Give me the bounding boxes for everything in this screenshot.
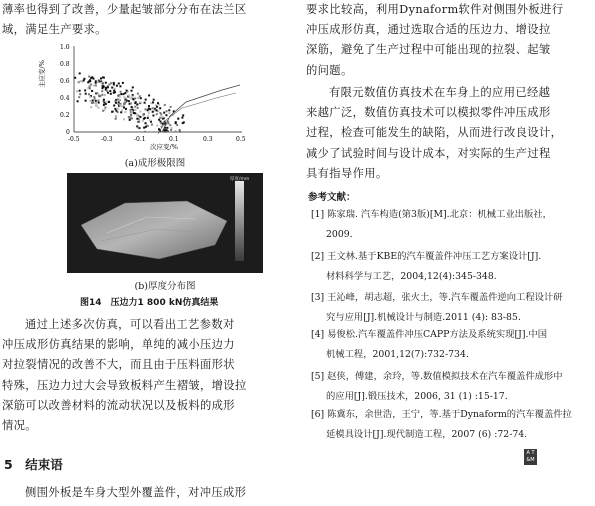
- strain-point: [171, 127, 173, 129]
- strain-point: [136, 118, 138, 120]
- text-line: 要求比较高，利用Dynaform软件对侧围外板进行: [306, 3, 564, 16]
- strain-point: [152, 111, 154, 113]
- strain-point: [136, 113, 138, 115]
- reference-line: [1] 陈家瑞. 汽车构造(第3版)[M].北京：机械工业出版社，: [311, 209, 552, 220]
- strain-point: [90, 84, 92, 86]
- strain-point: [123, 107, 125, 109]
- strain-point: [139, 116, 141, 118]
- strain-point: [120, 91, 122, 93]
- strain-point: [148, 112, 150, 114]
- x-tick-label: 0.5: [236, 136, 246, 143]
- left-conclusion-paragraph: [2, 315, 286, 436]
- strain-point: [96, 92, 98, 94]
- text-line: 过程，检查可能发生的缺陷，从而进行改良设计，: [306, 126, 563, 140]
- strain-point: [145, 108, 147, 110]
- strain-point: [147, 117, 149, 119]
- strain-point: [123, 96, 125, 98]
- strain-point: [103, 104, 105, 106]
- x-tick-label: -0.1: [134, 136, 146, 143]
- strain-point: [101, 82, 103, 84]
- strain-point: [95, 100, 97, 102]
- strain-point: [156, 110, 158, 112]
- strain-point: [135, 101, 137, 103]
- text-line: 对拉裂情况的改善不大，而且由于压料面形状: [2, 358, 235, 372]
- strain-point: [148, 105, 150, 107]
- strain-point: [143, 113, 145, 115]
- strain-point: [93, 96, 95, 98]
- text-line: 薄率也得到了改善，少量起皱部分分布在法兰区: [2, 3, 247, 16]
- strain-point: [114, 108, 116, 110]
- strain-point: [147, 115, 149, 117]
- text-line: 具有指导作用。: [306, 166, 388, 180]
- strain-point: [85, 100, 87, 102]
- strain-point: [143, 127, 145, 129]
- strain-point: [113, 82, 115, 84]
- strain-point: [78, 96, 80, 98]
- strain-point: [170, 129, 172, 131]
- strain-point: [89, 86, 91, 88]
- strain-point: [160, 122, 162, 124]
- strain-point: [145, 122, 147, 124]
- strain-point: [107, 86, 109, 88]
- strain-point: [170, 106, 172, 108]
- strain-point: [89, 79, 91, 81]
- strain-point: [132, 98, 134, 100]
- strain-point: [131, 106, 133, 108]
- strain-point: [183, 121, 185, 123]
- journal-logo: [524, 449, 537, 465]
- strain-point: [83, 78, 85, 80]
- strain-point: [166, 127, 168, 129]
- logo-text: A T: [526, 450, 535, 456]
- section-title: 5 结束语: [4, 457, 63, 472]
- strain-point: [148, 94, 150, 96]
- strain-point: [102, 86, 104, 88]
- strain-point: [76, 90, 78, 92]
- left-last-paragraph: [2, 483, 286, 503]
- strain-point: [162, 116, 164, 118]
- strain-point: [111, 111, 113, 113]
- x-axis-label: 次应变/%: [150, 143, 178, 151]
- strain-point: [175, 122, 177, 124]
- strain-point: [83, 80, 85, 82]
- strain-point: [130, 103, 132, 105]
- strain-point: [115, 102, 117, 104]
- reference-line: 究与应用[J].机械设计与制造.2011 (4): 83-85.: [326, 312, 521, 324]
- reference-line: 的应用[J].锻压技术，2006, 31 (1) :15-17.: [326, 391, 508, 403]
- strain-point: [131, 110, 133, 112]
- strain-point: [118, 83, 120, 85]
- caption-a: (a)成形极限图: [124, 158, 186, 169]
- strain-point: [134, 109, 136, 111]
- strain-point: [100, 78, 102, 80]
- strain-point: [113, 92, 115, 94]
- strain-point: [105, 82, 107, 84]
- strain-point: [119, 104, 121, 106]
- strain-point: [84, 89, 86, 91]
- strain-point: [116, 85, 118, 87]
- strain-point: [103, 102, 105, 104]
- strain-point: [164, 129, 166, 131]
- thickness-plot: [67, 173, 263, 273]
- reference-item: [311, 325, 547, 365]
- strain-point: [140, 97, 142, 99]
- text-line: 有限元数值仿真技术在车身上的应用已经越: [329, 86, 551, 99]
- strain-point: [156, 113, 158, 115]
- strain-point: [79, 90, 81, 92]
- y-axis-label: 主应变/%: [38, 60, 46, 88]
- strain-point: [132, 86, 134, 88]
- strain-point: [159, 107, 161, 109]
- strain-point: [95, 82, 97, 84]
- strain-point: [115, 118, 117, 120]
- y-tick-label: 0.8: [60, 61, 70, 68]
- strain-point: [134, 98, 136, 100]
- strain-point: [139, 95, 141, 97]
- strain-point: [157, 102, 159, 104]
- reference-line: 材料科学与工艺，2004,12(4):345-348.: [326, 271, 497, 283]
- strain-point: [123, 103, 125, 105]
- strain-point: [156, 106, 158, 108]
- strain-point: [136, 104, 138, 106]
- strain-point: [137, 127, 139, 129]
- strain-point: [128, 116, 130, 118]
- x-tick-label: -0.5: [68, 136, 80, 143]
- strain-point: [110, 93, 112, 95]
- strain-point: [158, 119, 160, 121]
- reference-line: 延模具设计[J].现代制造工程，2007 (6) :72-74.: [326, 429, 528, 441]
- logo-text: &M: [526, 457, 535, 463]
- strain-point: [133, 112, 135, 114]
- strain-point: [128, 95, 130, 97]
- reference-item: [311, 205, 552, 245]
- left-top-paragraph: [2, 0, 286, 40]
- reference-line: 机械工程，2001,12(7):732-734.: [326, 349, 469, 361]
- strain-point: [149, 119, 151, 121]
- strain-point: [142, 120, 144, 122]
- strain-point: [144, 117, 146, 119]
- right-second-paragraph: [306, 83, 590, 184]
- forming-limit-diagram: [38, 38, 262, 151]
- strain-point: [110, 82, 112, 84]
- text-line: 深筋，避免了生产过程中可能出现的拉裂、起皱: [306, 43, 551, 57]
- strain-point: [168, 112, 170, 114]
- reference-item: [311, 247, 541, 287]
- text-line: 减少了试验时间与设计成本，对实际的生产过程: [306, 146, 551, 160]
- strain-point: [123, 93, 125, 95]
- figure-title: 图14 压边力1 800 kN仿真结果: [80, 298, 219, 308]
- strain-point: [79, 93, 81, 95]
- strain-point: [104, 107, 106, 109]
- strain-point: [117, 98, 119, 100]
- reference-line: [2] 王文林.基于KBE的汽车覆盖件冲压工艺方案设计[J].: [311, 251, 542, 262]
- strain-point: [152, 101, 154, 103]
- strain-point: [89, 88, 91, 90]
- references-title: 参考文献：: [308, 192, 356, 203]
- strain-point: [131, 117, 133, 119]
- text-line: 情况。: [2, 418, 37, 432]
- sheet-metal-part: [81, 201, 227, 259]
- strain-point: [138, 121, 140, 123]
- strain-point: [156, 125, 158, 127]
- strain-point: [79, 72, 81, 74]
- strain-point: [137, 93, 139, 95]
- strain-point: [147, 109, 149, 111]
- strain-point: [149, 108, 151, 110]
- reference-item: [311, 367, 563, 407]
- strain-point: [130, 115, 132, 117]
- strain-point: [115, 110, 117, 112]
- strain-point: [85, 93, 87, 95]
- strain-point: [139, 111, 141, 113]
- strain-point: [88, 93, 90, 95]
- text-line: 深筋可以改善材料的流动状况以及板料的成形: [2, 398, 235, 412]
- strain-point: [97, 100, 99, 102]
- strain-point: [163, 112, 165, 114]
- strain-point: [103, 99, 105, 101]
- strain-point: [157, 110, 159, 112]
- strain-point: [181, 117, 183, 119]
- text-line: 通过上述多次仿真，可以看出工艺参数对: [25, 318, 235, 331]
- y-tick-label: 0.2: [60, 112, 70, 119]
- strain-point: [104, 94, 106, 96]
- strain-point: [165, 114, 167, 116]
- strain-point: [88, 76, 90, 78]
- strain-point: [108, 101, 110, 103]
- strain-point: [91, 76, 93, 78]
- strain-point: [96, 104, 98, 106]
- strain-point: [147, 125, 149, 127]
- strain-point: [111, 87, 113, 89]
- strain-point: [164, 104, 166, 106]
- strain-point: [122, 82, 124, 84]
- strain-point: [97, 81, 99, 83]
- strain-point: [145, 99, 147, 101]
- strain-point: [166, 110, 168, 112]
- strain-point: [105, 87, 107, 89]
- strain-point: [151, 124, 153, 126]
- strain-point: [101, 90, 103, 92]
- strain-point: [90, 106, 92, 108]
- reference-line: [3] 王沁峰，胡志超，张火土，等.汽车覆盖件逆向工程设计研: [311, 292, 563, 303]
- text-line: 侧围外板是车身大型外覆盖件，对冲压成形: [25, 486, 247, 499]
- strain-point: [177, 118, 179, 120]
- text-line: 来越广泛，数值仿真技术可以模拟零件冲压成形: [306, 106, 551, 120]
- text-line: 冲压成形仿真，通过选取合适的压边力、增设拉: [306, 23, 551, 37]
- right-top-paragraph: [306, 0, 590, 81]
- y-tick-label: 0: [66, 129, 70, 136]
- strain-point: [115, 115, 117, 117]
- strain-point: [95, 85, 97, 87]
- strain-point: [108, 84, 110, 86]
- strain-point: [79, 80, 81, 82]
- strain-point: [182, 114, 184, 116]
- caption-b: (b)厚度分布图: [134, 281, 196, 292]
- strain-point: [95, 102, 97, 104]
- strain-point: [179, 129, 181, 131]
- strain-point: [90, 100, 92, 102]
- strain-point: [153, 99, 155, 101]
- reference-line: [6] 陈冀东，余世浩，王宁，等.基于Dynaform的汽车覆盖件拉: [311, 409, 572, 420]
- strain-point: [176, 124, 178, 126]
- x-tick-label: -0.3: [101, 136, 113, 143]
- strain-point: [131, 90, 133, 92]
- strain-point: [134, 106, 136, 108]
- strain-point: [93, 84, 95, 86]
- strain-point: [144, 102, 146, 104]
- reference-line: 2009.: [326, 229, 353, 241]
- strain-point: [74, 77, 76, 79]
- strain-point: [109, 90, 111, 92]
- strain-point: [159, 117, 161, 119]
- strain-point: [113, 105, 115, 107]
- x-tick-label: 0.3: [203, 136, 213, 143]
- strain-point: [107, 92, 109, 94]
- strain-point: [102, 76, 104, 78]
- strain-point: [120, 93, 122, 95]
- strain-point: [137, 107, 139, 109]
- strain-point: [124, 92, 126, 94]
- text-line: 域，满足生产要求。: [2, 23, 107, 37]
- strain-point: [97, 107, 99, 109]
- strain-point: [121, 110, 123, 112]
- strain-point: [132, 96, 134, 98]
- strain-point: [117, 108, 119, 110]
- strain-point: [124, 111, 126, 113]
- strain-point: [113, 90, 115, 92]
- strain-point: [92, 102, 94, 104]
- strain-point: [77, 100, 79, 102]
- strain-point: [99, 95, 101, 97]
- strain-point: [140, 101, 142, 103]
- reference-item: [311, 288, 563, 328]
- strain-point: [117, 103, 119, 105]
- strain-point: [78, 81, 80, 83]
- strain-point: [106, 90, 108, 92]
- strain-point: [124, 101, 126, 103]
- reference-line: [4] 易俊松.汽车覆盖件冲压CAPP方法及系统实现[J].中国: [311, 329, 547, 340]
- forming-limit-curve: [162, 85, 240, 132]
- strain-point: [114, 88, 116, 90]
- strain-point: [89, 96, 91, 98]
- strain-point: [91, 90, 93, 92]
- y-tick-label: 0.6: [60, 78, 70, 85]
- reference-item: [311, 405, 572, 445]
- strain-point: [87, 81, 89, 83]
- strain-point: [152, 107, 154, 109]
- strain-point: [145, 126, 147, 128]
- strain-point: [166, 129, 168, 131]
- y-tick-label: 0.4: [60, 95, 70, 102]
- strain-point: [123, 118, 125, 120]
- strain-point: [130, 97, 132, 99]
- strain-point: [102, 110, 104, 112]
- strain-point: [98, 102, 100, 104]
- x-tick-label: 0.1: [169, 136, 179, 143]
- strain-point: [168, 109, 170, 111]
- strain-point: [152, 115, 154, 117]
- legend-title: 厚度/mm: [230, 177, 250, 182]
- strain-point: [126, 100, 128, 102]
- strain-point: [119, 85, 121, 87]
- strain-point: [101, 94, 103, 96]
- text-line: 冲压成形仿真结果的影响，单纯的减小压边力: [2, 338, 235, 352]
- text-line: 特殊，压边力过大会导致板料产生褶皱，增设拉: [2, 378, 247, 392]
- strain-point: [92, 100, 94, 102]
- strain-point: [126, 90, 128, 92]
- strain-point: [160, 113, 162, 115]
- strain-point: [131, 113, 133, 115]
- strain-point: [137, 97, 139, 99]
- reference-line: [5] 赵侠，傅建，余玲，等.数值模拟技术在汽车覆盖件成形中: [311, 371, 563, 382]
- strain-point: [120, 111, 122, 113]
- text-line: 的问题。: [306, 63, 353, 77]
- strain-point: [169, 124, 171, 126]
- strain-point: [128, 100, 130, 102]
- strain-point: [125, 108, 127, 110]
- thickness-distribution-image: [67, 173, 263, 273]
- strain-point: [129, 119, 131, 121]
- strain-point: [119, 96, 121, 98]
- thickness-legend: [235, 181, 244, 261]
- y-tick-label: 1.0: [60, 44, 70, 51]
